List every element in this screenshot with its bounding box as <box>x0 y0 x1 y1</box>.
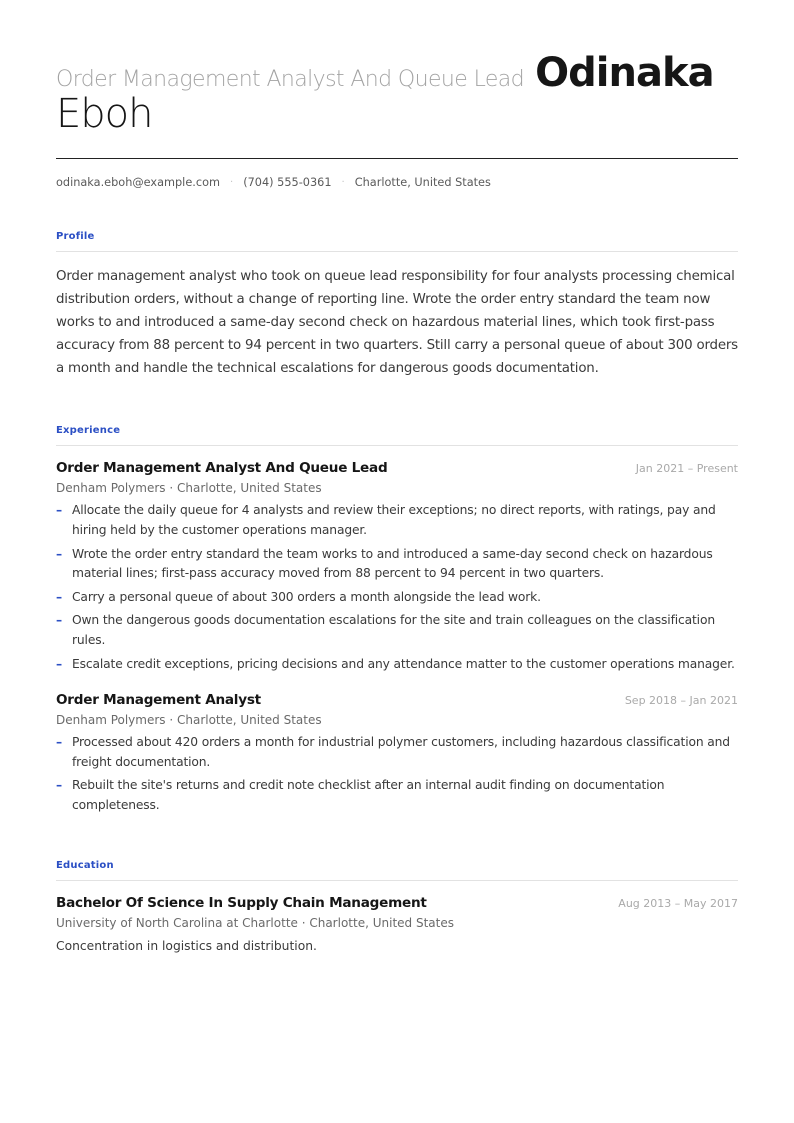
entry-title: Order Management Analyst And Queue Lead <box>56 460 388 477</box>
name-block <box>56 52 738 136</box>
entry-bullets <box>56 501 738 674</box>
resume-page <box>56 0 738 953</box>
profile-summary: Order management analyst who took on queue lead responsibility for four analysts processing chemical distribution orders, without a change of reporting line. Wrote the order entry standard the team now works to and introduced a same-day second check on hazardous material lines, which took first-pass accuracy from 88 percent to 94 percent in two quarters. Still carry a personal queue of about 300 orders a month and handle the technical escalations for dangerous goods documentation. <box>56 269 738 376</box>
entry-organization: Denham Polymers · Charlotte, United States <box>56 713 322 728</box>
bullet-text: Allocate the daily queue for 4 analysts and review their exceptions; no direct reports, with ratings, pay and hiring held by the customer operations manager. <box>72 503 716 537</box>
section-heading-education: Education <box>56 860 738 881</box>
bullet-item <box>56 655 738 675</box>
bullet-text: Escalate credit exceptions, pricing decisions and any attendance matter to the customer operations manager. <box>72 656 735 671</box>
bullet-marker: – <box>56 778 62 793</box>
contact-separator: · <box>230 177 234 189</box>
bullet-text: Rebuilt the site's returns and credit note checklist after an internal audit finding on documentation completeness. <box>72 778 665 812</box>
bullet-marker: – <box>56 656 62 671</box>
entry-header <box>56 460 738 476</box>
contact-separator: · <box>341 177 345 189</box>
profile-section <box>56 231 738 380</box>
education-entry <box>56 895 738 953</box>
entry-title: Order Management Analyst <box>56 692 261 709</box>
email-link[interactable]: odinaka.eboh@example.com <box>56 176 220 190</box>
education-section <box>56 860 738 953</box>
job-title: Order Management Analyst And Queue Lead <box>56 67 525 92</box>
entry-organization: University of North Carolina at Charlotte · Charlotte, United States <box>56 916 454 931</box>
bullet-item <box>56 611 738 650</box>
entry-dates: Aug 2013 – May 2017 <box>618 897 738 911</box>
bullet-marker: – <box>56 503 62 518</box>
bullet-item <box>56 588 738 608</box>
bullet-item <box>56 733 738 772</box>
entry-header <box>56 895 738 911</box>
entry-organization: Denham Polymers · Charlotte, United States <box>56 481 322 496</box>
section-heading-profile: Profile <box>56 231 738 252</box>
bullet-text: Own the dangerous goods documentation escalations for the site and train colleagues on the classification rules. <box>72 613 715 647</box>
entry-dates: Jan 2021 – Present <box>635 462 738 476</box>
entry-dates: Sep 2018 – Jan 2021 <box>624 694 738 708</box>
first-name: Odinaka <box>535 50 714 96</box>
experience-entry <box>56 692 738 815</box>
phone-link[interactable]: (704) 555-0361 <box>243 176 332 190</box>
header-divider <box>56 158 738 159</box>
entry-bullets <box>56 733 738 815</box>
entry-title: Bachelor Of Science In Supply Chain Management <box>56 895 427 912</box>
bullet-marker: – <box>56 546 62 561</box>
education-note: Concentration in logistics and distribution. <box>56 939 317 954</box>
bullet-text: Processed about 420 orders a month for industrial polymer customers, including hazardous classification and freight documentation. <box>72 735 730 769</box>
bullet-item <box>56 545 738 584</box>
bullet-text: Carry a personal queue of about 300 orders a month alongside the lead work. <box>72 589 541 604</box>
bullet-text: Wrote the order entry standard the team works to and introduced a same-day second check on hazardous material lines; first-pass accuracy moved from 88 percent to 94 percent in two quarters. <box>72 546 713 581</box>
bullet-marker: – <box>56 613 62 628</box>
resume-header <box>56 0 738 189</box>
location-text: Charlotte, United States <box>354 176 491 190</box>
bullet-marker: – <box>56 589 62 604</box>
bullet-item <box>56 501 738 540</box>
entry-header <box>56 692 738 708</box>
contact-bar <box>56 176 738 189</box>
section-heading-experience: Experience <box>56 425 738 446</box>
experience-section <box>56 425 738 815</box>
last-name: Eboh <box>56 91 153 138</box>
bullet-item <box>56 776 738 815</box>
experience-entry <box>56 460 738 674</box>
bullet-marker: – <box>56 735 62 750</box>
